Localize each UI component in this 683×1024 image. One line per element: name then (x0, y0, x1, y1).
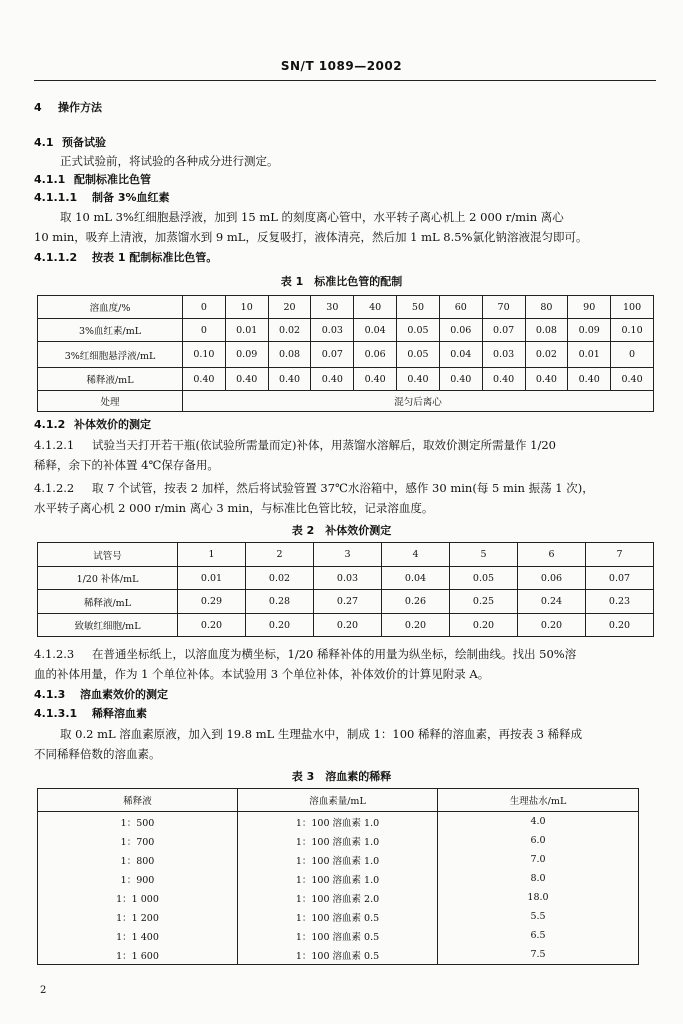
table-row (38, 831, 639, 850)
table-row (38, 945, 639, 965)
table-cell: 0.40 (611, 368, 654, 391)
table-cell: 1：700 (38, 831, 238, 850)
table-cell: 0.09 (568, 319, 611, 342)
table-cell: 0.02 (268, 319, 311, 342)
table-cell: 0.20 (450, 614, 518, 637)
table-cell: 1 (178, 543, 246, 567)
table-cell: 0.06 (354, 342, 397, 368)
table-row (38, 869, 639, 888)
table-cell: 0.06 (518, 567, 586, 590)
table-cell: 1：100 溶血素 0.5 (238, 907, 438, 926)
table-cell: 50 (397, 296, 440, 319)
row-header-cell: 致敏红细胞/mL (38, 614, 178, 637)
table-cell: 0.25 (450, 590, 518, 614)
table-cell: 0.10 (183, 342, 226, 368)
header-rule (34, 80, 656, 81)
table-cell: 0.03 (314, 567, 382, 590)
section-4-1-3-1-heading: 4.1.3.1 稀释溶血素 (34, 707, 147, 720)
table-cell: 0.01 (178, 567, 246, 590)
table-cell: 0 (611, 342, 654, 368)
table-cell: 0.08 (268, 342, 311, 368)
table-header-row (38, 789, 639, 812)
table-cell: 0.20 (246, 614, 314, 637)
table2-caption: 表 2 补体效价测定 (291, 524, 392, 537)
table-cell: 0.03 (311, 319, 354, 342)
table-cell: 7.0 (438, 850, 639, 869)
table-cell: 0 (183, 296, 226, 319)
table-cell: 0.26 (382, 590, 450, 614)
table-cell: 3 (314, 543, 382, 567)
section-4-1-2-2-line2: 水平转子离心机 2 000 r/min 离心 3 min，与标准比色管比较，记录溶血度。 (34, 501, 434, 515)
section-4-1-1-1-heading: 4.1.1.1 制备 3%血红素 (34, 191, 170, 204)
table-cell: 7.5 (438, 945, 639, 965)
page-number: 2 (40, 985, 47, 996)
row-header-cell: 1/20 补体/mL (38, 567, 178, 590)
table-row (38, 614, 654, 637)
table-cell: 0.04 (382, 567, 450, 590)
table-cell: 1：1 400 (38, 926, 238, 945)
table-cell: 0.23 (586, 590, 654, 614)
table1 (37, 295, 654, 412)
section-4-1-2-1-line1: 4.1.2.1 试验当天打开若干瓶(依试验所需量而定)补体，用蒸馏水溶解后，取效价测定所需量作 1/20 (34, 438, 556, 452)
section-4-1-1-1-line2: 10 min，吸弃上清液，加蒸馏水到 9 mL，反复吸打，液体清亮，然后加 1 mL 8.5%氯化钠溶液混匀即可。 (34, 230, 588, 244)
table-cell: 30 (311, 296, 354, 319)
section-4-1-2-3-line2: 血的补体用量，作为 1 个单位补体。本试验用 3 个单位补体，补体效价的计算见附录 A。 (34, 667, 490, 681)
table-row (38, 391, 654, 412)
section-4-1-2-3-line1: 4.1.2.3 在普通坐标纸上，以溶血度为横坐标，1/20 稀释补体的用量为纵坐标，绘制曲线。找出 50%溶 (34, 647, 577, 661)
row-header-cell: 试管号 (38, 543, 178, 567)
section-4-1-1-1-line1: 取 10 mL 3%红细胞悬浮液，加到 15 mL 的刻度离心管中，水平转子离心机上 2 000 r/min 离心 (60, 210, 564, 224)
table-cell: 0.07 (586, 567, 654, 590)
table-cell: 7 (586, 543, 654, 567)
table-cell: 0.04 (354, 319, 397, 342)
table-row (38, 368, 654, 391)
table-cell: 10 (225, 296, 268, 319)
table-row (38, 907, 639, 926)
table-cell: 0.05 (450, 567, 518, 590)
table-cell: 6.0 (438, 831, 639, 850)
table-cell: 70 (482, 296, 525, 319)
table-cell: 0 (183, 319, 226, 342)
table-cell: 90 (568, 296, 611, 319)
table-cell: 0.40 (354, 368, 397, 391)
table-cell: 0.05 (397, 342, 440, 368)
table-cell: 0.27 (314, 590, 382, 614)
table-row (38, 296, 654, 319)
table-cell: 混匀后离心 (183, 391, 654, 412)
table-cell: 1：1 600 (38, 945, 238, 965)
table3 (37, 788, 639, 965)
table-row (38, 543, 654, 567)
table-row (38, 590, 654, 614)
table-cell: 0.01 (225, 319, 268, 342)
table-cell: 0.40 (311, 368, 354, 391)
row-header-cell: 溶血度/% (38, 296, 183, 319)
table-cell: 0.40 (439, 368, 482, 391)
table-cell: 8.0 (438, 869, 639, 888)
table3-caption: 表 3 溶血素的稀释 (291, 770, 392, 783)
table-cell: 6 (518, 543, 586, 567)
row-header-cell: 稀释液/mL (38, 368, 183, 391)
table-row (38, 812, 639, 832)
table-cell: 40 (354, 296, 397, 319)
table-cell: 60 (439, 296, 482, 319)
row-header-cell: 处理 (38, 391, 183, 412)
table-cell: 0.07 (311, 342, 354, 368)
table-cell: 1：1 200 (38, 907, 238, 926)
section-4-1-2-1-line2: 稀释，余下的补体置 4℃保存备用。 (34, 458, 219, 472)
table-cell: 0.20 (586, 614, 654, 637)
table-cell: 0.02 (525, 342, 568, 368)
table2 (37, 542, 654, 637)
table-cell: 0.29 (178, 590, 246, 614)
table-cell: 0.06 (439, 319, 482, 342)
table-cell: 4.0 (438, 812, 639, 832)
table-row (38, 567, 654, 590)
table-cell: 0.02 (246, 567, 314, 590)
table-cell: 0.09 (225, 342, 268, 368)
table-cell: 100 (611, 296, 654, 319)
table-cell: 0.40 (397, 368, 440, 391)
table-cell: 0.40 (268, 368, 311, 391)
table-cell: 0.24 (518, 590, 586, 614)
table-row (38, 342, 654, 368)
table-cell: 0.40 (225, 368, 268, 391)
section-4-1-para: 正式试验前，将试验的各种成分进行测定。 (60, 154, 279, 168)
row-header-cell: 稀释液/mL (38, 590, 178, 614)
table-cell: 0.10 (611, 319, 654, 342)
table-row (38, 926, 639, 945)
row-header-cell: 3%红细胞悬浮液/mL (38, 342, 183, 368)
section-4-1-3-1-line1: 取 0.2 mL 溶血素原液，加入到 19.8 mL 生理盐水中，制成 1：100 稀释的溶血素，再按表 3 稀释成 (60, 727, 583, 741)
table1-caption: 表 1 标准比色管的配制 (280, 275, 403, 288)
table-row (38, 888, 639, 907)
table-cell: 1：100 溶血素 0.5 (238, 926, 438, 945)
section-4-1-heading: 4.1 预备试验 (34, 136, 106, 149)
table-cell: 0.20 (518, 614, 586, 637)
table-cell: 0.04 (439, 342, 482, 368)
table-cell: 0.01 (568, 342, 611, 368)
column-header: 生理盐水/mL (438, 789, 639, 812)
table-cell: 0.08 (525, 319, 568, 342)
table-cell: 0.40 (568, 368, 611, 391)
section-4-heading: 4 操作方法 (34, 101, 102, 114)
table-cell: 0.28 (246, 590, 314, 614)
table-cell: 1：100 溶血素 1.0 (238, 850, 438, 869)
column-header: 溶血素量/mL (238, 789, 438, 812)
table-cell: 0.03 (482, 342, 525, 368)
table-cell: 1：100 溶血素 1.0 (238, 812, 438, 832)
section-4-1-3-heading: 4.1.3 溶血素效价的测定 (34, 688, 168, 701)
table-cell: 0.40 (482, 368, 525, 391)
table-cell: 0.20 (178, 614, 246, 637)
table-row (38, 850, 639, 869)
table-cell: 80 (525, 296, 568, 319)
section-4-1-3-1-line2: 不同稀释倍数的溶血素。 (34, 747, 161, 761)
table-cell: 2 (246, 543, 314, 567)
table-cell: 1：100 溶血素 1.0 (238, 869, 438, 888)
table-cell: 1：100 溶血素 2.0 (238, 888, 438, 907)
table-cell: 20 (268, 296, 311, 319)
column-header: 稀释液 (38, 789, 238, 812)
section-4-1-2-heading: 4.1.2 补体效价的测定 (34, 418, 151, 431)
section-4-1-1-2-heading: 4.1.1.2 按表 1 配制标准比色管。 (34, 251, 218, 264)
table-cell: 1：900 (38, 869, 238, 888)
table-cell: 1：1 000 (38, 888, 238, 907)
table-cell: 1：100 溶血素 1.0 (238, 831, 438, 850)
table-cell: 6.5 (438, 926, 639, 945)
table-cell: 1：800 (38, 850, 238, 869)
table-row (38, 319, 654, 342)
table-cell: 4 (382, 543, 450, 567)
table-cell: 1：500 (38, 812, 238, 832)
table-cell: 0.40 (183, 368, 226, 391)
table-cell: 0.05 (397, 319, 440, 342)
table-cell: 5.5 (438, 907, 639, 926)
table-cell: 18.0 (438, 888, 639, 907)
standard-number: SN/T 1089—2002 (280, 59, 403, 73)
table-cell: 0.40 (525, 368, 568, 391)
table-cell: 5 (450, 543, 518, 567)
table-cell: 0.20 (314, 614, 382, 637)
table-cell: 0.07 (482, 319, 525, 342)
row-header-cell: 3%血红素/mL (38, 319, 183, 342)
section-4-1-1-heading: 4.1.1 配制标准比色管 (34, 173, 151, 186)
table-cell: 0.20 (382, 614, 450, 637)
table-cell: 1：100 溶血素 0.5 (238, 945, 438, 965)
section-4-1-2-2-line1: 4.1.2.2 取 7 个试管，按表 2 加样，然后将试验管置 37℃水浴箱中，感作 30 min(每 5 min 振荡 1 次)， (34, 481, 594, 495)
